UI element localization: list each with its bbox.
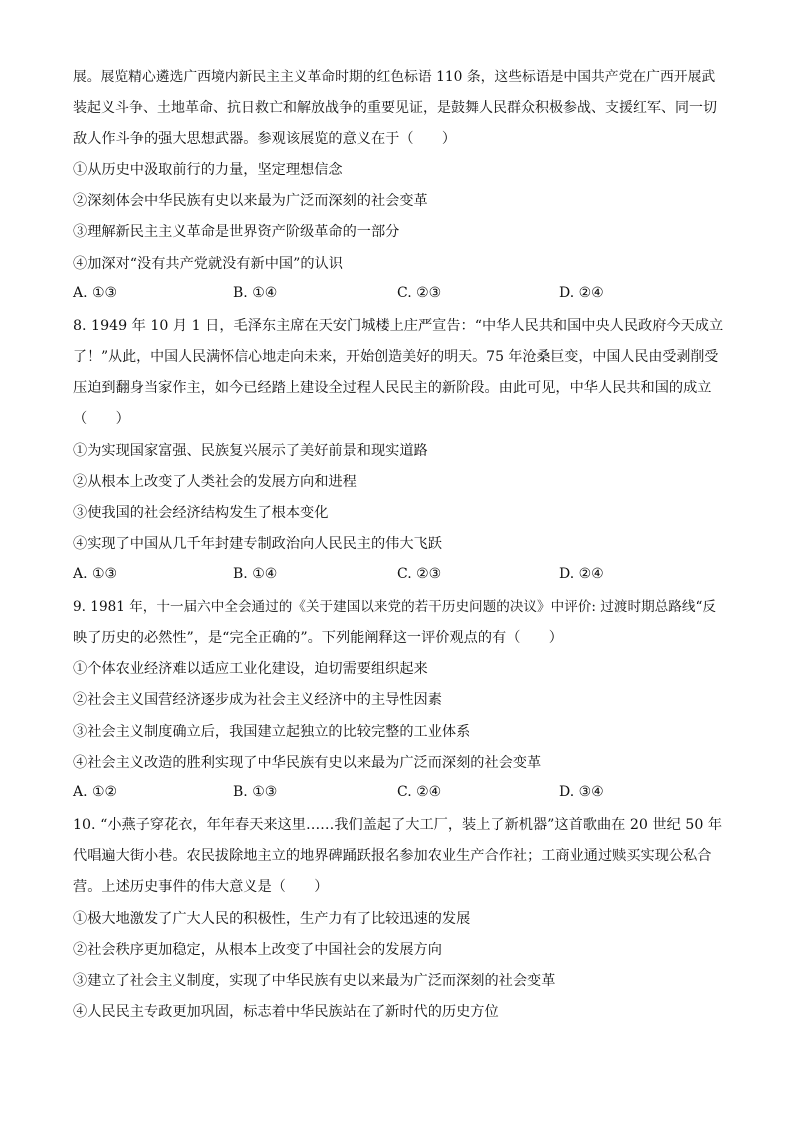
question-9-text-line-1: 9. 1981 年，十一届六中全会通过的《关于建国以来党的若干历史问题的决议》中评价: 过渡时期总路线“反 bbox=[73, 599, 716, 615]
question-7-option-d[interactable]: D. ②④ bbox=[559, 285, 604, 301]
question-7-statement-3: ③理解新民主主义革命是世界资产阶级革命的一部分 bbox=[73, 224, 400, 240]
question-10-statement-2: ②社会秩序更加稳定，从根本上改变了中国社会的发展方向 bbox=[73, 942, 442, 958]
question-7-text-line-2: 装起义斗争、土地革命、抗日救亡和解放战争的重要见证，是鼓舞人民群众积极参战、支援红军、同一切 bbox=[73, 100, 717, 116]
question-9-option-a[interactable]: A. ①② bbox=[73, 784, 118, 800]
question-8-option-c[interactable]: C. ②③ bbox=[397, 566, 442, 582]
question-7-option-a[interactable]: A. ①③ bbox=[73, 285, 118, 301]
question-9-text-line-2: 映了历史的必然性”，是“完全正确的”。下列能阐释这一评价观点的有（ ） bbox=[73, 630, 563, 646]
question-8-statement-4: ④实现了中国从几千年封建专制政治向人民民主的伟大飞跃 bbox=[73, 536, 442, 552]
question-9-statement-2: ②社会主义国营经济逐步成为社会主义经济中的主导性因素 bbox=[73, 692, 442, 708]
question-8-option-a[interactable]: A. ①③ bbox=[73, 566, 118, 582]
question-9-option-b[interactable]: B. ①③ bbox=[233, 784, 278, 800]
question-10-statement-4: ④人民民主专政更加巩固，标志着中华民族站在了新时代的历史方位 bbox=[73, 1004, 499, 1020]
question-7-text-line-3: 敌人作斗争的强大思想武器。参观该展览的意义在于（ ） bbox=[73, 131, 457, 147]
question-9-statement-4: ④社会主义改造的胜利实现了中华民族有史以来最为广泛而深刻的社会变革 bbox=[73, 755, 542, 771]
question-7-text-line-1: 展。展览精心遴选广西境内新民主主义革命时期的红色标语 110 条，这些标语是中国共产党在广西开展武 bbox=[73, 69, 716, 85]
question-7-option-c[interactable]: C. ②③ bbox=[397, 285, 442, 301]
question-8-statement-3: ③使我国的社会经济结构发生了根本变化 bbox=[73, 505, 329, 521]
question-9-options bbox=[73, 784, 723, 804]
question-10-text-line-3: 营。上述历史事件的伟大意义是（ ） bbox=[73, 879, 329, 895]
question-8-option-d[interactable]: D. ②④ bbox=[559, 566, 604, 582]
question-7-statement-2: ②深刻体会中华民族有史以来最为广泛而深刻的社会变革 bbox=[73, 193, 428, 209]
question-9-option-d[interactable]: D. ③④ bbox=[559, 784, 604, 800]
question-10-text-line-2: 代唱遍大街小巷。农民拔除地主立的地界碑踊跃报名参加农业生产合作社；工商业通过赎买实现公私合 bbox=[73, 848, 712, 864]
question-8-statement-2: ②从根本上改变了人类社会的发展方向和进程 bbox=[73, 474, 357, 490]
question-9-option-c[interactable]: C. ②④ bbox=[397, 784, 442, 800]
question-8-text-line-4: （ ） bbox=[73, 411, 130, 427]
question-10-text-line-1: 10. “小燕子穿花衣，年年春天来这里……我们盖起了大工厂，装上了新机器”这首歌曲在 20 世纪 50 年 bbox=[73, 817, 723, 833]
question-8-statement-1: ①为实现国家富强、民族复兴展示了美好前景和现实道路 bbox=[73, 443, 428, 459]
question-9-statement-3: ③社会主义制度确立后，我国建立起独立的比较完整的工业体系 bbox=[73, 724, 471, 740]
question-8-text-line-2: 了！”从此，中国人民满怀信心地走向未来，开始创造美好的明天。75 年沧桑巨变，中国人民由受剥削受 bbox=[73, 349, 719, 365]
question-7-statement-1: ①从历史中汲取前行的力量，坚定理想信念 bbox=[73, 162, 343, 178]
question-10-statement-3: ③建立了社会主义制度，实现了中华民族有史以来最为广泛而深刻的社会变革 bbox=[73, 973, 556, 989]
question-8-options bbox=[73, 566, 723, 586]
question-8-option-b[interactable]: B. ①④ bbox=[233, 566, 278, 582]
question-7-statement-4: ④加深对“没有共产党就没有新中国”的认识 bbox=[73, 256, 343, 272]
question-10-statement-1: ①极大地激发了广大人民的积极性，生产力有了比较迅速的发展 bbox=[73, 911, 471, 927]
question-8-text-line-1: 8. 1949 年 10 月 1 日，毛泽东主席在天安门城楼上庄严宣告：“中华人民共和国中央人民政府今天成立 bbox=[73, 318, 724, 334]
question-9-statement-1: ①个体农业经济难以适应工业化建设，迫切需要组织起来 bbox=[73, 661, 428, 677]
question-7-option-b[interactable]: B. ①④ bbox=[233, 285, 278, 301]
question-8-text-line-3: 压迫到翻身当家作主，如今已经踏上建设全过程人民民主的新阶段。由此可见，中华人民共和国的成立 bbox=[73, 380, 712, 396]
question-7-options bbox=[73, 285, 723, 305]
